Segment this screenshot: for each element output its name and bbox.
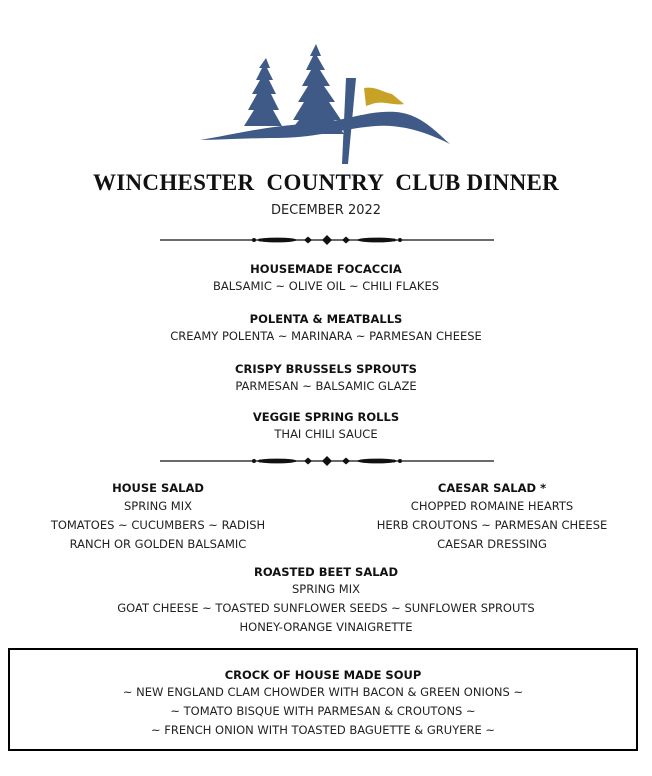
- menu-item-name: POLENTA & MEATBALLS: [249, 312, 403, 326]
- page-title: WINCHESTER COUNTRY CLUB DINNER: [92, 170, 560, 195]
- menu-item: [0, 409, 652, 444]
- menu-item-name: ROASTED BEET SALAD: [253, 565, 399, 579]
- menu-item-line: CAESAR DRESSING: [437, 537, 547, 551]
- soup-option: ~ FRENCH ONION WITH TOASTED BAGUETTE & GRUYERE ~: [150, 723, 496, 737]
- menu-item-line: RANCH OR GOLDEN BALSAMIC: [69, 537, 247, 551]
- menu-date: DECEMBER 2022: [270, 203, 382, 218]
- menu-item-line: SPRING MIX: [124, 499, 192, 513]
- roasted-beet-salad: [0, 564, 652, 637]
- menu-item-line: SPRING MIX: [292, 582, 360, 596]
- menu-item: [0, 311, 652, 346]
- menu-item-line: TOMATOES ~ CUCUMBERS ~ RADISH: [50, 518, 266, 532]
- club-logo: [196, 40, 452, 166]
- house-salad: [30, 479, 286, 554]
- menu-item-description: PARMESAN ~ BALSAMIC GLAZE: [235, 379, 417, 393]
- golf-flag-icon: [364, 88, 404, 106]
- menu-item-name: CROCK OF HOUSE MADE SOUP: [224, 668, 422, 682]
- menu-item-line: GOAT CHEESE ~ TOASTED SUNFLOWER SEEDS ~ SUNFLOWER SPROUTS: [117, 601, 535, 615]
- caesar-salad: [356, 479, 628, 554]
- menu-item-name: HOUSEMADE FOCACCIA: [250, 262, 402, 276]
- pine-trees-icon: [200, 44, 450, 164]
- menu-item-line: CHOPPED ROMAINE HEARTS: [410, 499, 574, 513]
- menu-item-name: CAESAR SALAD *: [437, 481, 547, 495]
- menu-item-description: CREAMY POLENTA ~ MARINARA ~ PARMESAN CHEESE: [170, 329, 482, 343]
- menu-item-name: VEGGIE SPRING ROLLS: [252, 410, 400, 424]
- menu-item-name: HOUSE SALAD: [112, 481, 204, 495]
- soup-option: ~ NEW ENGLAND CLAM CHOWDER WITH BACON & GREEN ONIONS ~: [122, 685, 524, 699]
- soup-section: [8, 648, 638, 751]
- menu-item: [0, 261, 652, 296]
- menu-item-line: HONEY-ORANGE VINAIGRETTE: [239, 620, 413, 634]
- ornament-divider-icon: [160, 234, 494, 246]
- menu-item-line: HERB CROUTONS ~ PARMESAN CHEESE: [376, 518, 608, 532]
- menu-item-name: CRISPY BRUSSELS SPROUTS: [235, 362, 417, 376]
- soup-option: ~ TOMATO BISQUE WITH PARMESAN & CROUTONS ~: [170, 704, 476, 718]
- menu-item: [0, 361, 652, 396]
- menu-item-description: BALSAMIC ~ OLIVE OIL ~ CHILI FLAKES: [212, 279, 440, 293]
- menu-item-description: THAI CHILI SAUCE: [274, 427, 378, 441]
- ornament-divider-icon: [160, 455, 494, 467]
